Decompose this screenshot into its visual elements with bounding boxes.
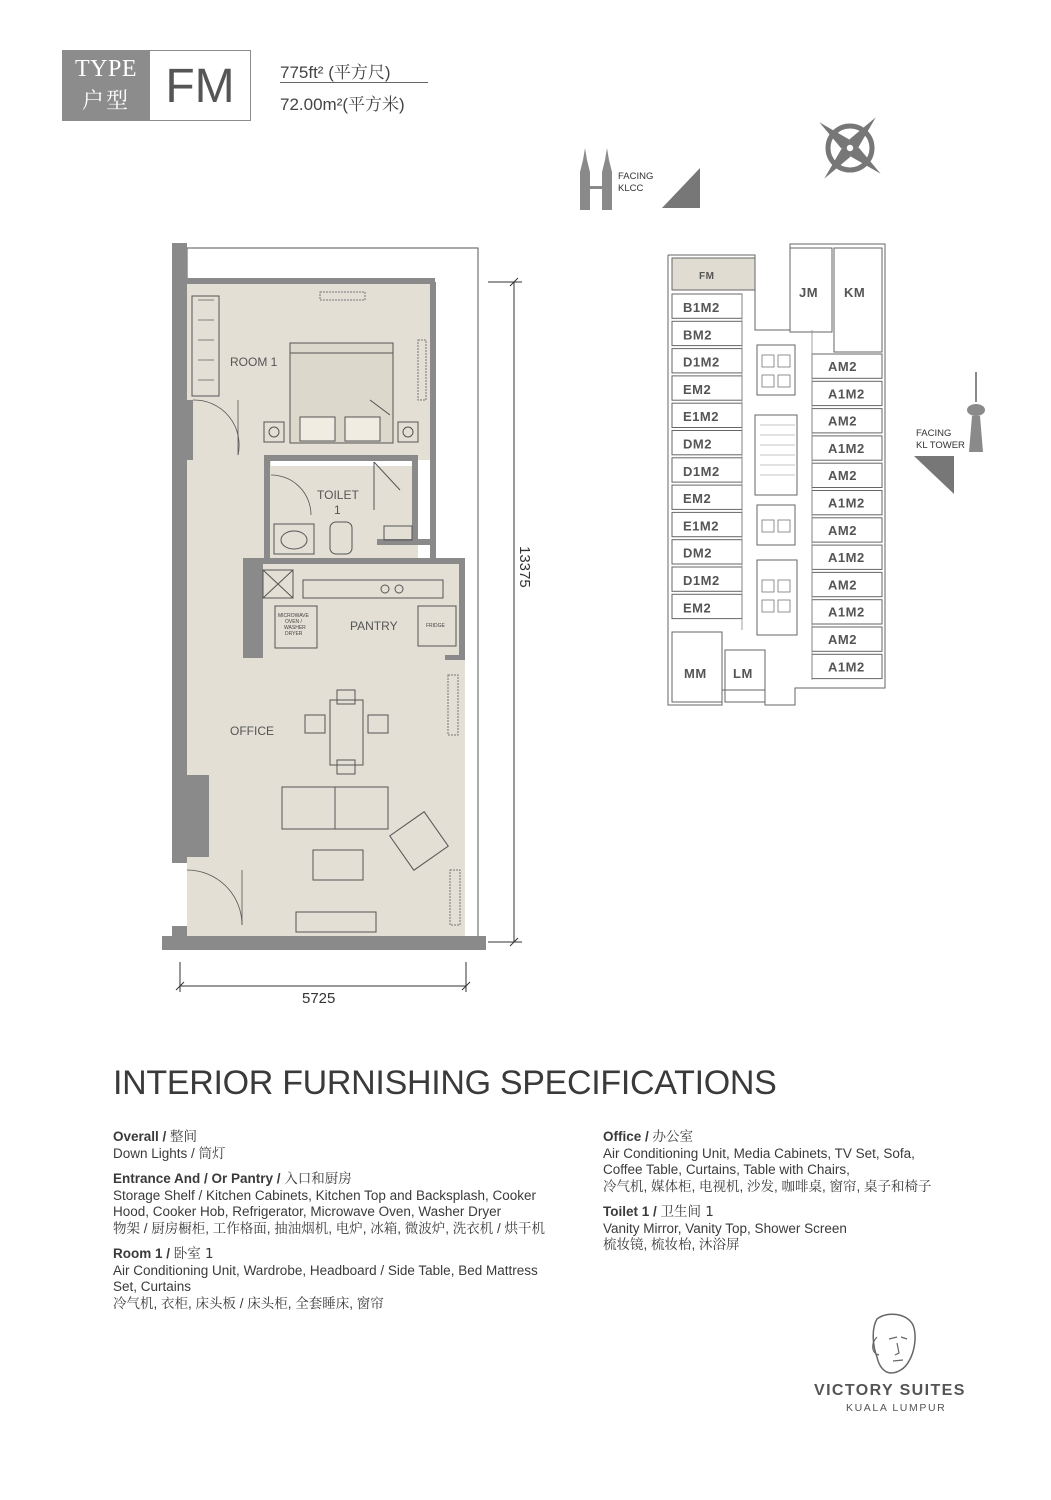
- key-unit-left-label: EM2: [683, 381, 712, 397]
- key-unit-left-label: E1M2: [683, 409, 719, 425]
- spec-line: Storage Shelf / Kitchen Cabinets, Kitchen Top and Backsplash, Cooker: [113, 1187, 537, 1203]
- key-unit-left-label: B1M2: [683, 300, 720, 315]
- key-unit-left-label: D1M2: [683, 354, 720, 370]
- area-sqm: 72.00m²(平方米): [280, 95, 405, 114]
- spec-column-left: [113, 1129, 573, 1321]
- key-lift-icon: [762, 600, 774, 612]
- facing-kltower-arrow: [914, 456, 954, 494]
- office-floor: [187, 558, 465, 936]
- appliance-label-2: OVEN /: [285, 619, 302, 625]
- compass-icon: [816, 114, 885, 183]
- width-dimension: 5725: [302, 990, 336, 1007]
- spec-line: 物架 / 厨房橱柜, 工作格面, 抽油烟机, 电炉, 冰箱, 微波炉, 洗衣机 / 烘干机: [113, 1220, 546, 1236]
- office-label: OFFICE: [230, 724, 274, 738]
- key-unit-right-label: A1M2: [828, 495, 865, 511]
- key-unit-right-label: AM2: [828, 632, 857, 647]
- appliance-label-4: DRYER: [285, 631, 303, 637]
- key-unit-left-label: EM2: [683, 491, 712, 507]
- spec-line: 梳妆镜, 梳妆枱, 沐浴屏: [603, 1237, 740, 1252]
- spec-line: Air Conditioning Unit, Media Cabinets, TV Set, Sofa,: [603, 1145, 915, 1161]
- key-unit-left-label: DM2: [683, 436, 712, 452]
- key-unit-left-label: E1M2: [683, 518, 719, 534]
- spec-entrance: [113, 1171, 573, 1237]
- spec-heading-cn: 卫生间 1: [660, 1204, 714, 1220]
- spec-heading-cn: 入口和厨房: [284, 1171, 352, 1187]
- key-unit-right-label: A1M2: [828, 550, 865, 566]
- room1-label: ROOM 1: [230, 355, 278, 369]
- key-lift-icon: [778, 600, 790, 612]
- kl-tower-icon: [967, 372, 985, 452]
- key-unit-left-label: D1M2: [683, 573, 720, 588]
- key-unit-right-label: AM2: [828, 468, 857, 484]
- key-lift-icon: [762, 520, 774, 532]
- spec-heading-en: Overall /: [113, 1129, 171, 1144]
- type-label-en: TYPE: [75, 56, 137, 82]
- brand-location: KUALA LUMPUR: [846, 1402, 947, 1414]
- key-unit-jm-label: JM: [799, 285, 819, 300]
- facing-kltower-line1: FACING: [916, 428, 952, 439]
- type-label-cn: 户型: [81, 89, 130, 114]
- key-unit-right-label: AM2: [828, 522, 857, 538]
- key-lift-icon: [778, 355, 790, 367]
- spec-room1: [113, 1246, 573, 1312]
- spec-heading: [113, 1246, 573, 1263]
- spec-heading: [113, 1129, 573, 1146]
- spec-office: [603, 1129, 983, 1195]
- key-lift-icon: [778, 520, 790, 532]
- key-unit-left-label: BM2: [683, 327, 712, 343]
- key-unit-km-label: KM: [844, 285, 866, 300]
- key-lift-icon: [762, 375, 774, 387]
- entry-floor: [187, 460, 271, 558]
- spec-heading: [113, 1171, 573, 1188]
- spec-column-right: [603, 1129, 983, 1263]
- key-core-block: [757, 345, 795, 395]
- key-unit-right-label: A1M2: [828, 386, 865, 402]
- height-dimension: 13375: [516, 546, 533, 588]
- spec-overall: [113, 1129, 573, 1162]
- key-unit-lm-label: LM: [733, 666, 753, 681]
- facing-klcc-arrow: [662, 168, 700, 208]
- spec-line: 冷气机, 衣柜, 床头板 / 床头柜, 全套睡床, 窗帘: [113, 1295, 384, 1311]
- pantry-label: PANTRY: [350, 619, 398, 633]
- spec-heading-cn: 整间: [170, 1129, 198, 1145]
- key-unit-right-label: A1M2: [828, 440, 865, 456]
- klcc-towers-icon: [580, 148, 612, 210]
- fridge-label: FRIDGE: [426, 623, 445, 629]
- facing-klcc-line1: FACING: [618, 171, 654, 182]
- key-core-block: [757, 505, 795, 545]
- spec-line: Coffee Table, Curtains, Table with Chairs,: [603, 1162, 850, 1177]
- spec-line: Vanity Mirror, Vanity Top, Shower Screen: [603, 1220, 847, 1236]
- brand-name: VICTORY SUITES: [814, 1382, 966, 1399]
- area-sqft: 775ft² (平方尺): [280, 63, 391, 82]
- spec-line: Hood, Cooker Hob, Refrigerator, Microwave Oven, Washer Dryer: [113, 1204, 502, 1219]
- key-lift-icon: [762, 580, 774, 592]
- key-unit-right-label: A1M2: [828, 604, 865, 620]
- spec-title: INTERIOR FURNISHING SPECIFICATIONS: [113, 1064, 777, 1102]
- spec-heading-en: Room 1 /: [113, 1246, 174, 1261]
- unit-type-code: FM: [165, 60, 235, 113]
- spec-toilet1: [603, 1204, 983, 1254]
- spec-line: Down Lights / 筒灯: [113, 1145, 226, 1161]
- facing-kltower-line2: KL TOWER: [916, 440, 965, 451]
- spec-heading-en: Office /: [603, 1129, 653, 1144]
- spec-line: Air Conditioning Unit, Wardrobe, Headboard / Side Table, Bed Mattress: [113, 1262, 538, 1278]
- key-unit-right-label: AM2: [828, 413, 857, 429]
- facing-klcc-line2: KLCC: [618, 183, 644, 194]
- toilet-number-label: 1: [334, 503, 341, 517]
- key-unit-right-label: AM2: [828, 577, 857, 593]
- key-unit-mm-label: MM: [684, 666, 707, 681]
- key-unit-right-label: AM2: [828, 359, 857, 374]
- appliance-label-3: WASHER: [284, 625, 306, 631]
- key-lift-icon: [778, 580, 790, 592]
- key-unit-right-label: A1M2: [828, 659, 865, 675]
- spec-heading-cn: 办公室: [652, 1129, 694, 1145]
- appliance-label-1: MICROWAVE: [278, 613, 309, 619]
- spec-line: 冷气机, 媒体柜, 电视机, 沙发, 咖啡桌, 窗帘, 桌子和椅子: [603, 1178, 932, 1194]
- key-plan: [668, 244, 885, 705]
- key-lift-icon: [762, 355, 774, 367]
- spec-line: Set, Curtains: [113, 1279, 192, 1294]
- face-logo-icon: [873, 1314, 915, 1373]
- spec-heading-en: Toilet 1 /: [603, 1204, 661, 1219]
- key-unit-left-label: EM2: [683, 600, 712, 616]
- key-unit-fm-label: FM: [699, 271, 715, 282]
- key-unit-left-label: DM2: [683, 545, 712, 561]
- toilet-label: TOILET: [317, 488, 359, 502]
- key-unit-km: [834, 248, 882, 352]
- key-lift-icon: [778, 375, 790, 387]
- key-unit-left-label: D1M2: [683, 463, 720, 479]
- spec-heading: [603, 1129, 983, 1146]
- spec-heading: [603, 1204, 983, 1221]
- key-core-block: [757, 560, 797, 635]
- floor-plan: [162, 243, 533, 1007]
- spec-heading-en: Entrance And / Or Pantry /: [113, 1171, 285, 1186]
- spec-heading-cn: 卧室 1: [173, 1246, 214, 1262]
